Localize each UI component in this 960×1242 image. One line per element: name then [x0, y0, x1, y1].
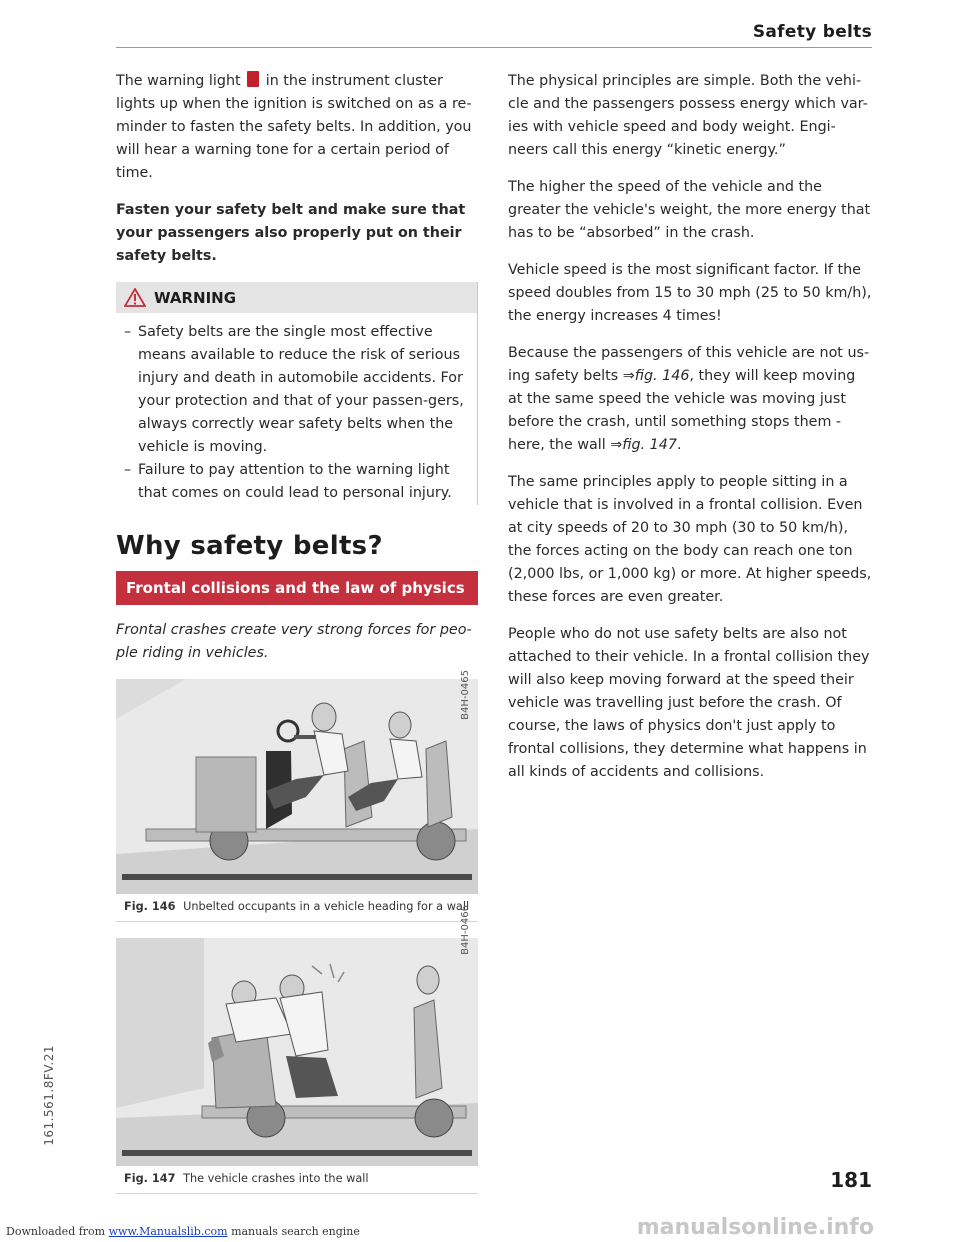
figure-147-caption	[116, 1166, 478, 1194]
body-text: .	[676, 437, 682, 453]
warning-item: – Failure to pay attention to the warning light that comes on could lead to personal injury.	[116, 459, 471, 505]
figure-number: Fig. 146	[124, 900, 176, 913]
unbelted-occupants-illustration	[116, 679, 478, 894]
body-paragraph	[508, 342, 872, 457]
document-code: 161.561.8FV.21	[42, 1045, 56, 1146]
warning-box	[116, 282, 478, 505]
warning-header	[116, 282, 477, 313]
footer-link[interactable]: www.Manualslib.com	[108, 1225, 228, 1238]
body-paragraph: Vehicle speed is the most significant factor. If the speed doubles from 15 to 30 mph (25 to 50 km/h), the energy increases 4 times!	[508, 262, 872, 324]
figure-147	[116, 938, 478, 1194]
footer-prefix: Downloaded from	[6, 1225, 106, 1238]
warning-list	[116, 321, 477, 505]
footer-suffix: manuals search engine	[231, 1225, 360, 1238]
section-title: Why safety belts?	[116, 531, 383, 561]
body-paragraph: People who do not use safety belts are also not attached to their vehicle. In a frontal collision they will also keep moving forward at the speed their vehicle was travelling just before the crash. Of course, the laws of physics don't just apply to frontal collisions, they determine what happens in all kinds of accidents and collisions.	[508, 626, 870, 780]
vehicle-crash-illustration	[116, 938, 478, 1166]
body-paragraph: The higher the speed of the vehicle and the greater the vehicle's weight, the more energy that has to be “absorbed” in the crash.	[508, 179, 871, 241]
warning-title: WARNING	[154, 288, 237, 307]
watermark: manualsonline.info	[636, 1215, 874, 1240]
footer	[6, 1225, 360, 1238]
body-text: , they will keep moving at the same speed the vehicle was moving just before the crash, until something stops them - here, the wall	[508, 368, 856, 453]
warning-triangle-icon	[124, 288, 146, 307]
figure-number: Fig. 147	[124, 1172, 176, 1185]
seatbelt-warning-light-icon	[247, 71, 259, 87]
figure-reference-link[interactable]: ⇒fig. 146	[622, 368, 690, 384]
right-column	[508, 70, 872, 798]
intro-text-2: in the instrument cluster lights up when the ignition is switched on as a re-minder to fasten the safety belts. In addition, you will hear a warning tone for a certain period of time.	[116, 73, 472, 181]
bold-instruction: Fasten your safety belt and make sure that your passengers also properly put on their safety belts.	[116, 202, 466, 264]
body-text: Because the passengers of this vehicle are not us-ing safety belts	[508, 345, 870, 384]
header-divider	[116, 47, 872, 48]
subsection-title: Frontal collisions and the law of physics	[116, 571, 478, 605]
figure-caption-text: The vehicle crashes into the wall	[183, 1172, 369, 1185]
figure-147-code: B4H-0466	[460, 905, 471, 955]
intro-paragraph	[116, 70, 478, 185]
page-header-title: Safety belts	[752, 22, 872, 42]
warning-item: – Safety belts are the single most effective means available to reduce the risk of serious injury and death in automobile accidents. For your protection and that of your passen-gers, always correctly wear safety belts when the vehicle is moving.	[116, 321, 471, 459]
figure-146-caption	[116, 894, 478, 922]
body-paragraph: The physical principles are simple. Both the vehi-cle and the passengers possess energy which var-ies with vehicle speed and body weight. Engi-neers call this energy “kinetic energy.”	[508, 73, 868, 158]
left-column	[116, 70, 478, 1210]
body-paragraph: The same principles apply to people sitting in a vehicle that is involved in a frontal collision. Even at city speeds of 20 to 30 mph (30 to 50 km/h), the forces acting on the body can reach one ton (2,000 lbs, or 1,000 kg) or more. At higher speeds, these forces are even greater.	[508, 474, 872, 605]
figure-reference-link[interactable]: ⇒fig. 147	[610, 437, 677, 453]
intro-text-1: The warning light	[116, 73, 241, 89]
figure-146	[116, 679, 478, 922]
lead-paragraph: Frontal crashes create very strong forces for peo-ple riding in vehicles.	[116, 622, 472, 661]
figure-caption-text: Unbelted occupants in a vehicle heading for a wall	[183, 900, 470, 913]
figure-146-code: B4H-0465	[460, 670, 471, 720]
page-number: 181	[830, 1168, 872, 1192]
